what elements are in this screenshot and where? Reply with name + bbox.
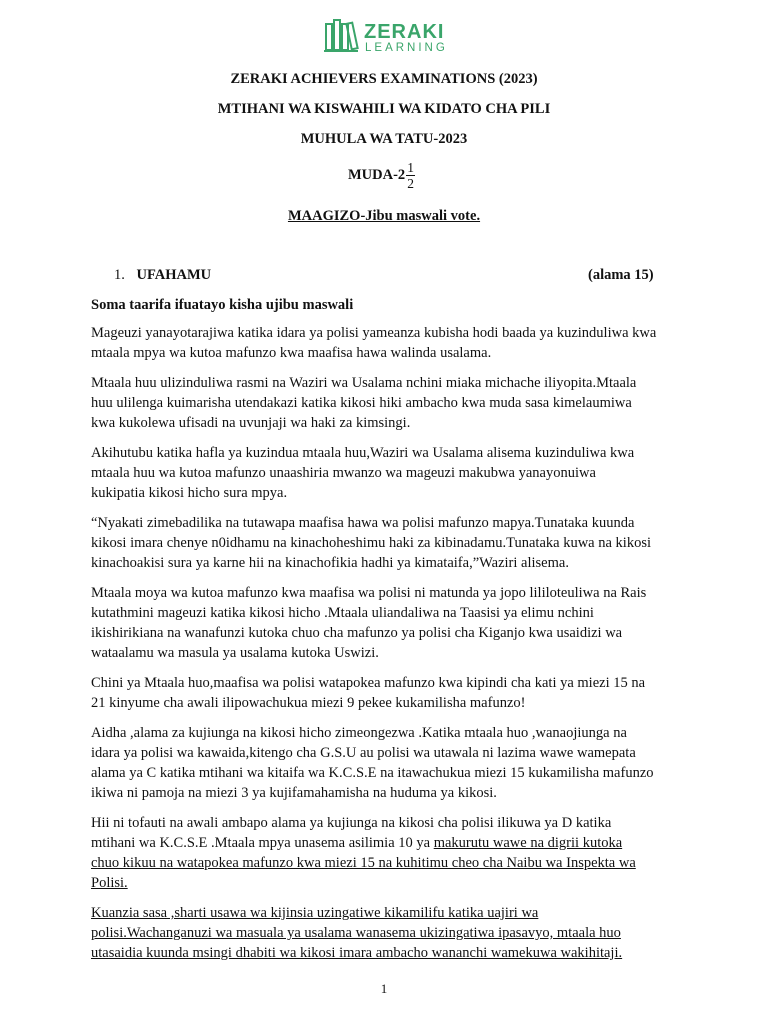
line: Mtaala moya wa kutoa mafunzo kwa maafisa wa polisi ni matunda ya jopo lililoteuliwa na Rais xyxy=(91,585,647,601)
exam-duration xyxy=(348,160,415,191)
paragraph-8 xyxy=(91,813,691,893)
paragraph-3 xyxy=(91,443,691,503)
line: kikosi imara chenye n0idhamu na kinachoheshimu haki za kibinadamu.Tunataka kuwa na kikosi xyxy=(91,535,651,551)
line: Chini ya Mtaala huo,maafisa wa polisi watapokea mafunzo kwa kipindi cha kati ya miezi 15 na xyxy=(91,675,646,691)
underlined-text: makurutu wawe na digrii kutoka xyxy=(433,835,623,851)
line: kwa kukolewa ufisadi na uvunjaji wa haki za kimsingi. xyxy=(91,415,411,431)
line: mtaala mpya wa kutoa mafunzo kwa maafisa hawa walinda usalama. xyxy=(91,345,492,361)
paragraph-9 xyxy=(91,903,691,963)
line: kukipatia kikosi hicho sura mpya. xyxy=(91,485,288,501)
exam-subject: MTIHANI WA KISWAHILI WA KIDATO CHA PILI xyxy=(217,101,551,117)
duration-label: MUDA-2 xyxy=(348,167,406,183)
line: wataalamu wa masula ya usalama kutoka Uswizi. xyxy=(91,645,379,661)
duration-fraction xyxy=(406,160,415,191)
exam-term: MUHULA WA TATU-2023 xyxy=(300,131,468,147)
line: Mtaala huu ulizinduliwa rasmi na Waziri wa Usalama nchini miaka michache iliyopita.Mtaala xyxy=(91,375,637,391)
paragraph-1 xyxy=(91,323,691,363)
line: mtaala huu wa kutoa mafunzo unaashiria mwanzo wa mageuzi makubwa yanayonuiwa xyxy=(91,465,596,481)
underlined-text: Polisi. xyxy=(91,875,128,891)
paragraph-2 xyxy=(91,373,691,433)
underlined-text: polisi.Wachanganuzi wa masuala ya usalama wanasema ukizingatiwa ipasavyo, mtaala huo xyxy=(91,925,621,941)
line: Hii ni tofauti na awali ambapo alama ya kujiunga na kikosi cha polisi ilikuwa ya D katika xyxy=(91,815,612,831)
fraction-denominator: 2 xyxy=(407,176,414,191)
line: alama ya C katika mtihani wa kitaifa wa K.C.S.E na itawachukua miezi 15 kukamilisha mafunzo xyxy=(91,765,654,781)
line: Akihutubu katika hafla ya kuzindua mtaala huu,Waziri wa Usalama alisema kuzinduliwa kwa xyxy=(91,445,635,461)
underlined-text: Kuanzia sasa ,sharti usawa wa kijinsia uzingatiwe kikamilifu katika uajiri wa xyxy=(91,905,539,921)
line: ikishirikiana na wanafunzi kutoka chuo cha mafunzo ya polisi cha Kiganjo kwa usaidizi wa xyxy=(91,625,623,641)
line: 21 kinyume cha awali ilipowachukua miezi 9 pekee kukamilisha mafunzo! xyxy=(91,695,526,711)
books-icon xyxy=(324,18,360,54)
fraction-numerator: 1 xyxy=(407,160,414,175)
line: idara ya polisi wa kawaida,kitengo cha G.S.U au polisi wa utawala ni lazima wawe wamepata xyxy=(91,745,636,761)
line: Mageuzi yanayotarajiwa katika idara ya polisi yameanza kubisha hodi baada ya kuzinduliwa kwa xyxy=(91,325,657,341)
passage xyxy=(91,323,691,973)
paragraph-5 xyxy=(91,583,691,663)
line: kinachoakisi sura ya karne hii na kinachofikia hadhi ya kimataifa,”Waziri alisema. xyxy=(91,555,569,571)
line: mtihani wa K.C.S.E .Mtaala mpya unasema asilimia 10 ya xyxy=(91,835,434,851)
line: Aidha ,alama za kujiunga na kikosi hicho zimeongezwa .Katika mtaala huo ,wanaojiunga na xyxy=(91,725,627,741)
paragraph-4 xyxy=(91,513,691,573)
paragraph-7 xyxy=(91,723,691,803)
logo-sub: LEARNING xyxy=(365,42,448,54)
underlined-text: utasaidia kuunda msingi dhabiti wa kikosi imara ambacho wananchi wamekuwa wakihitaji. xyxy=(91,945,623,961)
question-number: 1. xyxy=(114,267,125,283)
question-title: UFAHAMU xyxy=(136,267,212,283)
underlined-text: chuo kikuu na watapokea mafunzo kwa miezi 15 na kuhitimu cheo cha Naibu wa Inspekta wa xyxy=(91,855,636,871)
line: kutathmini mageuzi katika kikosi hicho .Mtaala uliandaliwa na Taasisi ya elimu nchini xyxy=(91,605,594,621)
exam-title: ZERAKI ACHIEVERS EXAMINATIONS (2023) xyxy=(230,71,538,87)
question-heading xyxy=(114,267,211,284)
question-marks: (alama 15) xyxy=(588,267,654,283)
paragraph-6 xyxy=(91,673,691,713)
page-number: 1 xyxy=(380,981,388,996)
instructions: MAAGIZO-Jibu maswali vote. xyxy=(287,208,481,224)
line: huu ulilenga kuimarisha utendakazi katika kikosi hiki ambacho kwa muda sasa kimelaumiwa xyxy=(91,395,632,411)
line: ikiwa ni pamoja na miezi 3 ya kujifamahamisha na huduma ya kikosi. xyxy=(91,785,497,801)
line: “Nyakati zimebadilika na tutawapa maafisa hawa wa polisi mafunzo mapya.Tunataka kuunda xyxy=(91,515,635,531)
logo-brand: ZERAKI xyxy=(364,21,445,43)
question-lead: Soma taarifa ifuatayo kisha ujibu maswali xyxy=(91,297,354,313)
zeraki-logo xyxy=(324,18,454,58)
